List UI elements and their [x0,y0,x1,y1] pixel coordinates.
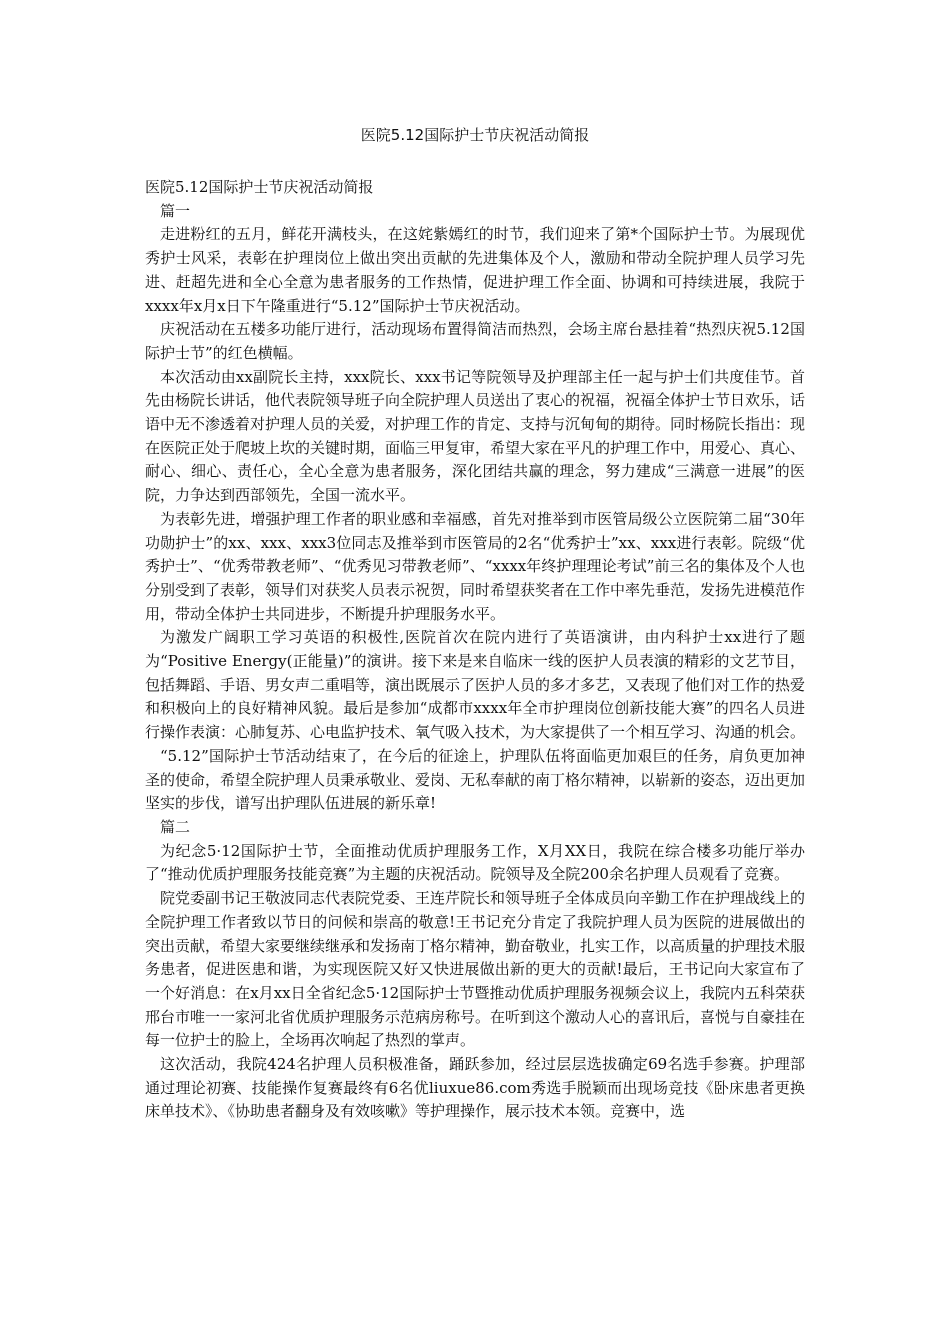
paragraph: 为激发广阔职工学习英语的积极性,医院首次在院内进行了英语演讲，由内科护士xx进行了题为“Positive Energy(正能量)”的演讲。接下来是来自临床一线的医护人员表演的精彩的文艺节目，包括舞蹈、手语、男女声二重唱等，演出既展示了医护人员的多才多艺，又表现了他们对工作的热爱和积极向上的良好精神风貌。最后是参加“成都市xxxx年全市护理岗位创新技能大赛”的四名人员进行操作表演：心肺复苏、心电监护技术、氧气吸入技术，为大家提供了一个相互学习、沟通的机会。 [145,628,806,742]
paragraph: 为表彰先进，增强护理工作者的职业感和幸福感，首先对推举到市医管局级公立医院第二届“30年功勋护士”的xx、xxx、xxx3位同志及推举到市医管局的2名“优秀护士”xx、xxx进行表彰。院级“优秀护士”、“优秀带教老师”、“优秀见习带教老师”、“xxxx年终护理理论考试”前三名的集体及个人也分别受到了表彰，领导们对获奖人员表示祝贺，同时希望获奖者在工作中率先垂范，发扬先进模范作用，带动全体护士共同进步，不断提升护理服务水平。 [145,509,806,623]
paragraph: 院党委副书记王敬波同志代表院党委、王连芹院长和领导班子全体成员向辛勤工作在护理战线上的全院护理工作者致以节日的问候和崇高的敬意!王书记充分肯定了我院护理人员为医院的进展做出的突出贡献，希望大家要继续继承和发扬南丁格尔精神，勤奋敬业，扎实工作，以高质量的护理技术服务患者，促进医患和谐，为实现医院又好又快进展做出新的更大的贡献!最后，王书记向大家宣布了一个好消息：在x月xx日全省纪念5·12国际护士节暨推动优质护理服务视频会议上，我院内五科荣获邢台市唯一一家河北省优质护理服务示范病房称号。在听到这个激动人心的喜讯后，喜悦与自豪挂在每一位护士的脸上，全场再次响起了热烈的掌声。 [145,889,806,1050]
document-title: 医院5.12国际护士节庆祝活动简报 [360,126,590,144]
document-body [145,176,805,1124]
section-heading-part-two: 篇二 [160,817,191,836]
paragraph: 这次活动，我院424名护理人员积极准备，踊跃参加，经过层层选拔确定69名选手参赛。护理部通过理论初赛、技能操作复赛最终有6名优liuxue86.com秀选手脱颖而出现场竞技《卧床患者更换床单技术》、《协助患者翻身及有效咳嗽》等护理操作，展示技术本领。竞赛中，选 [145,1055,805,1121]
paragraph: 走进粉红的五月，鲜花开满枝头，在这姹紫嫣红的时节，我们迎来了第*个国际护士节。为展现优秀护士风采，表彰在护理岗位上做出突出贡献的先进集体及个人，激励和带动全院护理人员学习先进、赶超先进和全心全意为患者服务的工作热情，促进护理工作全面、协调和可持续进展，我院于xxxx年x月x日下午隆重进行“5.12”国际护士节庆祝活动。 [145,225,805,315]
paragraph: 为纪念5·12国际护士节，全面推动优质护理服务工作，X月XX日，我院在综合楼多功能厅举办了“推动优质护理服务技能竞赛”为主题的庆祝活动。院领导及全院200余名护理人员观看了竞赛。 [145,841,805,884]
paragraph: “5.12”国际护士节活动结束了，在今后的征途上，护理队伍将面临更加艰巨的任务，肩负更加神圣的使命，希望全院护理人员秉承敬业、爱岗、无私奉献的南丁格尔精神，以崭新的姿态，迈出更加坚实的步伐，谱写出护理队伍进展的新乐章! [145,746,806,813]
section-heading-part-one: 篇一 [160,201,191,220]
paragraph: 本次活动由xx副院长主持，xxx院长、xxx书记等院领导及护理部主任一起与护士们共度佳节。首先由杨院长讲话，他代表院领导班子向全院护理人员送出了衷心的祝福，祝福全体护士节日欢乐，话语中无不渗透着对护理人员的关爱，对护理工作的肯定、支持与沉甸甸的期待。同时杨院长指出：现在医院正处于爬坡上坎的关键时期，面临三甲复审，希望大家在平凡的护理工作中，用爱心、真心、耐心、细心、责任心，全心全意为患者服务，深化团结共赢的理念，努力建成“三满意一进展”的医院，力争达到西部领先，全国一流水平。 [145,367,806,505]
document-subtitle: 医院5.12国际护士节庆祝活动简报 [145,178,374,196]
paragraph: 庆祝活动在五楼多功能厅进行，活动现场布置得简洁而热烈，会场主席台悬挂着“热烈庆祝5.12国际护士节”的红色横幅。 [145,320,805,362]
